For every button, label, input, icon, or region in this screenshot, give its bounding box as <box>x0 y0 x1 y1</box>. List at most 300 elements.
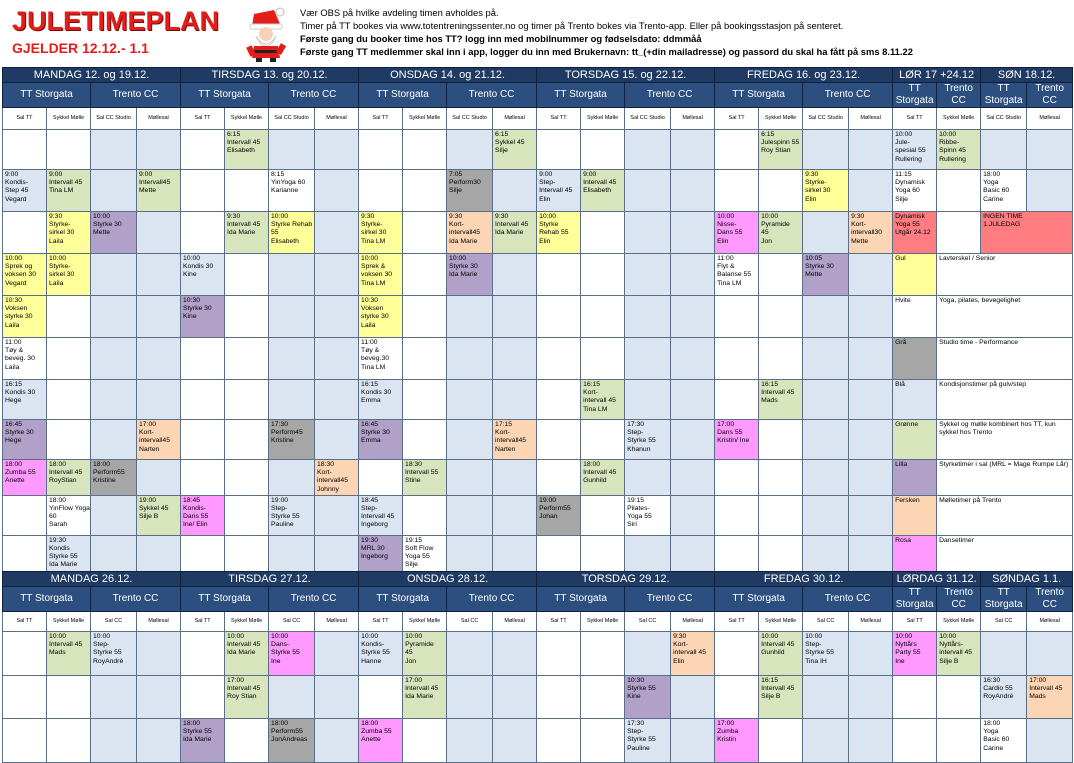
class-cell-line: 10:00 <box>183 255 201 262</box>
class-cell-line: 10:00 <box>49 255 67 262</box>
class-cell <box>893 170 937 212</box>
location-header-tt: TT Storgata <box>537 83 625 108</box>
class-cell-line: 19:00 <box>139 496 157 504</box>
page-title: JULETIMEPLAN <box>12 6 220 36</box>
class-cell <box>359 632 403 676</box>
day-header: ONSDAG 28.12. <box>359 572 537 587</box>
room-label: Sal TT <box>715 612 759 632</box>
class-cell <box>625 420 671 460</box>
class-cell-line: Step- <box>805 641 822 649</box>
day-header: MANDAG 12. og 19.12. <box>3 68 181 83</box>
class-cell <box>803 170 849 212</box>
class-cell <box>493 420 537 460</box>
empty-cell <box>937 212 981 254</box>
class-cell <box>359 535 403 574</box>
class-cell <box>537 212 581 254</box>
location-header-trento: Trento CC <box>1027 587 1073 612</box>
class-cell-line: Ingeborg <box>361 521 388 529</box>
class-cell-line: voksen 30 <box>5 271 36 279</box>
empty-cell <box>181 535 225 574</box>
room-label: Sal CC Studio <box>981 108 1027 130</box>
empty-cell <box>625 632 671 676</box>
class-cell-line: Laila <box>49 279 64 287</box>
class-cell-line: Zumba 55 <box>361 728 392 736</box>
empty-cell <box>225 170 269 212</box>
class-cell-line: Elisabeth <box>583 187 612 195</box>
class-cell-line: Intervall 45 <box>49 641 83 649</box>
class-cell <box>581 460 625 496</box>
class-cell-line: Intervall 45 <box>583 469 617 477</box>
class-cell-line: 17:00 <box>139 421 157 428</box>
empty-cell <box>447 296 493 338</box>
class-cell-line: Intervall 45 <box>227 641 261 649</box>
class-cell <box>47 632 91 676</box>
empty-cell <box>359 170 403 212</box>
schedule-table <box>2 67 1073 575</box>
class-cell-line: Kort- <box>851 221 866 229</box>
empty-cell <box>181 212 225 254</box>
empty-cell <box>581 420 625 460</box>
class-cell-line: 11:00 <box>361 339 378 346</box>
empty-cell <box>803 495 849 535</box>
class-cell-line: Dans- <box>271 641 290 649</box>
class-cell-line: Intervall 45 <box>539 187 573 195</box>
class-cell-line: 18:00 <box>361 720 379 727</box>
room-label: Sykkel Mølle <box>403 108 447 130</box>
location-header-tt: TT Storgata <box>359 587 447 612</box>
class-cell-line: 17:00 <box>405 677 423 684</box>
empty-cell <box>671 719 715 763</box>
empty-cell <box>803 676 849 719</box>
class-cell <box>225 130 269 170</box>
empty-cell <box>625 338 671 380</box>
class-cell <box>359 296 403 338</box>
class-cell-line: Perform55 <box>539 505 571 513</box>
class-cell-line: 9:30 <box>851 213 865 220</box>
class-cell-line: Gunhild <box>761 649 785 657</box>
class-cell <box>3 420 47 460</box>
class-cell-line: Hege <box>5 437 22 445</box>
class-cell-line: 18:00 <box>49 461 67 468</box>
room-label: Sal TT <box>359 612 403 632</box>
empty-cell <box>537 254 581 296</box>
room-label: Sal TT <box>181 108 225 130</box>
empty-cell <box>715 460 759 496</box>
class-cell-line: Intervall45 <box>139 179 171 187</box>
room-label: Sal CC Studio <box>803 108 849 130</box>
class-cell-line: 10:00 <box>271 213 289 220</box>
class-cell-line: Roy Stian <box>761 147 791 155</box>
class-cell-line: 17:00 <box>227 677 245 684</box>
empty-cell <box>493 170 537 212</box>
class-cell-line: Yoga <box>983 179 999 187</box>
empty-cell <box>91 338 137 380</box>
empty-cell <box>493 338 537 380</box>
class-cell-line: Styrke 30 <box>449 263 478 271</box>
class-cell-line: Basic 60 <box>983 736 1010 744</box>
class-cell-line: Kondis 30 <box>183 263 214 271</box>
room-label: Sal CC <box>625 612 671 632</box>
empty-cell <box>803 535 849 574</box>
class-cell <box>493 130 537 170</box>
class-cell <box>359 254 403 296</box>
empty-cell <box>937 719 981 763</box>
class-cell <box>269 170 315 212</box>
class-cell-line: Styrke- <box>805 179 827 187</box>
schedule-week-1 <box>2 67 1072 575</box>
class-cell-line: Intervall 45 <box>227 221 261 229</box>
class-cell-line: Ida Marie <box>449 271 478 279</box>
class-cell <box>359 212 403 254</box>
class-cell-line: Styrke 55 <box>93 649 122 657</box>
class-cell-line: 45 <box>405 649 413 657</box>
empty-cell <box>269 254 315 296</box>
empty-cell <box>803 296 849 338</box>
location-header-tt: TT Storgata <box>537 587 625 612</box>
empty-cell <box>137 254 181 296</box>
class-cell-line: Kort- <box>583 389 598 397</box>
legend-swatch: Fersken <box>893 495 937 535</box>
empty-cell <box>91 535 137 574</box>
empty-cell <box>981 130 1027 170</box>
class-cell <box>403 535 447 574</box>
class-cell-line: Step- <box>627 728 644 736</box>
class-cell <box>269 719 315 763</box>
class-cell-line: styrke 30 <box>361 313 389 321</box>
class-cell-line: RoyStian <box>49 477 77 485</box>
class-cell <box>715 254 759 296</box>
class-cell-line: Mette <box>851 237 869 245</box>
class-cell-line: Laila <box>49 237 64 245</box>
schedule-week-2 <box>2 571 1072 763</box>
class-cell-line: 18:00 <box>583 461 601 468</box>
class-cell <box>581 380 625 420</box>
class-cell-line: Ida Marie <box>227 229 256 237</box>
empty-cell <box>1027 170 1073 212</box>
empty-cell <box>403 420 447 460</box>
class-cell-line: 10:00 <box>361 255 379 262</box>
empty-cell <box>181 460 225 496</box>
class-cell <box>849 212 893 254</box>
class-cell-line: Silje <box>895 195 908 203</box>
class-cell-line: Tina LM <box>583 405 608 413</box>
empty-cell <box>803 380 849 420</box>
empty-cell <box>1027 719 1073 763</box>
empty-cell <box>537 130 581 170</box>
class-cell <box>981 676 1027 719</box>
class-cell <box>581 170 625 212</box>
class-cell-line: Yoga 55 <box>405 553 430 561</box>
room-label: Møllesal <box>1027 108 1073 130</box>
empty-cell <box>803 719 849 763</box>
class-cell-line: Rullering <box>939 155 966 163</box>
class-cell-line: JonAndreas <box>271 736 308 744</box>
room-label: Sykkel Mølle <box>759 612 803 632</box>
class-cell-line: Pyramide <box>761 221 790 229</box>
class-cell-line: 10:00 <box>361 633 379 640</box>
class-cell-line: Styrke- <box>49 221 71 229</box>
class-cell-line: Tina LM <box>361 279 386 287</box>
class-cell-line: 18:00 <box>983 171 1001 178</box>
class-cell-line: 17:30 <box>271 421 289 428</box>
empty-cell <box>3 495 47 535</box>
class-cell-line: Styrke Rehab <box>271 221 313 229</box>
class-cell-line: Silje <box>495 147 508 155</box>
class-cell-line: Dynamisk <box>895 179 925 187</box>
class-cell <box>493 212 537 254</box>
class-cell-line: 17:00 <box>1029 677 1047 684</box>
class-cell-line: 17:15 <box>495 421 513 428</box>
legend-text: Kondisjonstimer på gulv/step <box>937 380 1073 420</box>
empty-cell <box>447 495 493 535</box>
class-cell-line: Hanne <box>361 657 382 665</box>
empty-cell <box>581 719 625 763</box>
class-cell-line: 10:00 <box>271 633 289 640</box>
class-cell-line: Basic 60 <box>983 187 1010 195</box>
class-cell <box>359 338 403 380</box>
room-label: Møllesal <box>849 612 893 632</box>
class-cell-line: 10:30 <box>627 677 645 684</box>
legend-text: Studio time - Performance <box>937 338 1073 380</box>
class-cell-line: Silje B <box>939 657 959 665</box>
class-cell <box>537 495 581 535</box>
class-cell-line: Kristin/ Ine <box>717 437 750 445</box>
class-cell <box>803 254 849 296</box>
class-cell-line: Anette <box>361 736 381 744</box>
empty-cell <box>3 535 47 574</box>
class-cell-line: Kort- <box>139 429 154 437</box>
location-header-tt: TT Storgata <box>3 587 91 612</box>
location-header-trento: Trento CC <box>91 587 181 612</box>
day-header: ONSDAG 14. og 21.12. <box>359 68 537 83</box>
day-header: FREDAG 30.12. <box>715 572 893 587</box>
class-cell-line: intervall45 <box>449 229 481 237</box>
class-cell-line: Kondis 30 <box>5 389 36 397</box>
empty-cell <box>625 254 671 296</box>
class-cell-line: Intervall 45 <box>227 139 261 147</box>
class-cell-line: 18:00 <box>5 461 23 468</box>
room-label: Sykkel Mølle <box>759 108 803 130</box>
class-cell-line: beveg. 30 <box>5 355 35 363</box>
class-cell-line: Kondis- <box>361 641 385 649</box>
empty-cell <box>181 170 225 212</box>
empty-cell <box>403 170 447 212</box>
legend-swatch: Gul <box>893 254 937 296</box>
class-cell-line: Intervall 45 <box>361 513 395 521</box>
class-cell-line: Pyramide <box>405 641 434 649</box>
room-label: Møllesal <box>671 108 715 130</box>
class-cell-line: 9:30 <box>495 213 509 220</box>
class-cell-line: Ida Marie <box>49 561 78 569</box>
empty-cell <box>671 254 715 296</box>
empty-cell <box>403 495 447 535</box>
class-cell-line: Tina IH <box>805 657 827 665</box>
class-cell-line: Kort- <box>449 221 464 229</box>
class-cell-line: Zumba 55 <box>5 469 36 477</box>
class-cell-line: Step- <box>271 505 288 513</box>
class-cell-line: Perform30 <box>449 179 481 187</box>
class-cell-line: Roy Stian <box>227 693 257 701</box>
location-header-tt: TT Storgata <box>981 83 1027 108</box>
class-cell-line: Silje B <box>139 513 159 521</box>
class-cell <box>403 676 447 719</box>
class-cell <box>671 632 715 676</box>
room-label: Møllesal <box>849 108 893 130</box>
legend-text: Styrketimer i sal (MRL = Mage Rumpe Lår) <box>937 460 1073 496</box>
class-cell-line: Kort- <box>673 641 688 649</box>
class-cell-line: Jon <box>405 657 417 665</box>
location-header-trento: Trento CC <box>269 83 359 108</box>
class-cell-line: 9:30 <box>361 213 375 220</box>
room-label: Møllesal <box>671 612 715 632</box>
class-cell-line: 16:15 <box>761 677 779 684</box>
room-label: Sykkel Mølle <box>403 612 447 632</box>
santa-icon <box>236 4 292 62</box>
empty-cell <box>849 130 893 170</box>
class-cell-line: Step- <box>539 179 556 187</box>
empty-cell <box>137 130 181 170</box>
class-cell <box>937 130 981 170</box>
class-cell-line: 6:15 <box>227 131 241 138</box>
class-cell-line: 19:30 <box>49 536 67 544</box>
room-label: Sykkel Mølle <box>225 108 269 130</box>
empty-cell <box>315 535 359 574</box>
class-cell-line: 16:45 <box>5 421 23 428</box>
class-cell-line: Rehab 55 <box>539 229 569 237</box>
class-cell-line: Sprek & <box>361 263 386 271</box>
empty-cell <box>315 676 359 719</box>
class-cell <box>91 460 137 496</box>
class-cell-line: Dynamisk <box>895 213 925 220</box>
class-cell-line: 11:15 <box>895 171 912 178</box>
empty-cell <box>447 380 493 420</box>
legend-swatch: Grå <box>893 338 937 380</box>
class-cell-line: Tøy & <box>361 347 380 355</box>
closed-notice <box>981 212 1073 254</box>
day-header: FREDAG 16. og 23.12. <box>715 68 893 83</box>
empty-cell <box>849 170 893 212</box>
empty-cell <box>47 338 91 380</box>
class-cell-line: 18:00 <box>183 720 201 727</box>
empty-cell <box>181 380 225 420</box>
class-cell-line: Karianne <box>271 187 299 195</box>
room-label: Møllesal <box>1027 612 1073 632</box>
note-line: Første gang du booker time hos TT? logg inn med mobilnummer og fødselsdato: ddmmåå <box>300 33 702 44</box>
empty-cell <box>359 130 403 170</box>
day-header: TIRSDAG 13. og 20.12. <box>181 68 359 83</box>
class-cell-line: Carine <box>983 744 1004 752</box>
empty-cell <box>315 495 359 535</box>
class-cell-line: 9:00 <box>139 171 153 178</box>
class-cell-line: Styrke 55 <box>627 685 656 693</box>
class-cell <box>759 380 803 420</box>
empty-cell <box>581 676 625 719</box>
class-cell-line: Styrke 30 <box>183 305 212 313</box>
class-cell <box>359 495 403 535</box>
note-line: Vær OBS på hvilke avdeling timen avholdes på. <box>300 7 499 18</box>
empty-cell <box>3 719 47 763</box>
empty-cell <box>625 460 671 496</box>
class-cell-line: Yoga 60 <box>895 187 920 195</box>
class-cell-line: 18:00 <box>983 720 1001 727</box>
empty-cell <box>403 130 447 170</box>
location-header-tt: TT Storgata <box>893 587 937 612</box>
room-label: Sal CC <box>269 612 315 632</box>
class-cell <box>269 420 315 460</box>
class-cell <box>981 719 1027 763</box>
class-cell-line: 9:30 <box>49 213 63 220</box>
room-label: Sal CC <box>447 612 493 632</box>
class-cell-line: intervall 45 <box>939 649 973 657</box>
empty-cell <box>403 338 447 380</box>
location-header-tt: TT Storgata <box>3 83 91 108</box>
class-cell-line: Zumba <box>717 728 739 736</box>
class-cell <box>3 338 47 380</box>
class-cell <box>759 130 803 170</box>
class-cell-line: Dans 55 <box>717 429 743 437</box>
class-cell <box>269 212 315 254</box>
empty-cell <box>493 719 537 763</box>
empty-cell <box>671 535 715 574</box>
class-cell-line: 18:45 <box>183 496 201 504</box>
class-cell-line: Intervall 45 <box>1029 685 1063 693</box>
class-cell-line: 10:00 <box>405 633 423 640</box>
empty-cell <box>759 170 803 212</box>
class-cell-line: Nyttårs <box>895 641 917 649</box>
location-header-tt: TT Storgata <box>715 587 803 612</box>
class-cell-line: Jule- <box>895 139 910 147</box>
class-cell-line: Styrke 30 <box>5 429 34 437</box>
class-cell-line: 60 <box>49 513 57 521</box>
class-cell-line: Styrke 55 <box>271 513 300 521</box>
class-cell-line: 19:30 <box>361 536 379 544</box>
class-cell-line: Tina LM <box>717 279 742 287</box>
class-cell-line: Party 55 <box>895 649 921 657</box>
empty-cell <box>137 338 181 380</box>
empty-cell <box>91 495 137 535</box>
empty-cell <box>181 338 225 380</box>
empty-cell <box>937 170 981 212</box>
empty-cell <box>759 338 803 380</box>
class-cell-line: 9:30 <box>227 213 241 220</box>
empty-cell <box>893 719 937 763</box>
empty-cell <box>581 130 625 170</box>
class-cell-line: 17:30 <box>627 720 645 727</box>
room-label: Sykkel Mølle <box>937 108 981 130</box>
class-cell-line: Kine <box>183 313 197 321</box>
empty-cell <box>581 212 625 254</box>
class-cell <box>47 254 91 296</box>
room-label: Sal TT <box>715 108 759 130</box>
room-label: Sal TT <box>181 612 225 632</box>
location-header-trento: Trento CC <box>447 587 537 612</box>
class-cell <box>91 632 137 676</box>
class-cell-line: 18:00 <box>49 496 67 504</box>
room-label: Møllesal <box>493 108 537 130</box>
class-cell-line: Mads <box>1029 693 1046 701</box>
empty-cell <box>715 495 759 535</box>
empty-cell <box>1027 632 1073 676</box>
class-cell-line: Perform55 <box>93 469 125 477</box>
room-label: Sal CC <box>803 612 849 632</box>
empty-cell <box>537 380 581 420</box>
class-cell-line: 9:00 <box>5 171 19 178</box>
class-cell-line: sirkel 30 <box>49 271 75 279</box>
note-line: Første gang TT medlemmer skal inn i app, logger du inn med Brukernavn: tt_(+din mailadresse) og passord du skal ha fått på sms 8.11.22 <box>300 46 913 57</box>
class-cell <box>937 632 981 676</box>
class-cell-line: sirkel 30 <box>49 229 75 237</box>
class-cell-line: sirkel 30 <box>805 187 831 195</box>
